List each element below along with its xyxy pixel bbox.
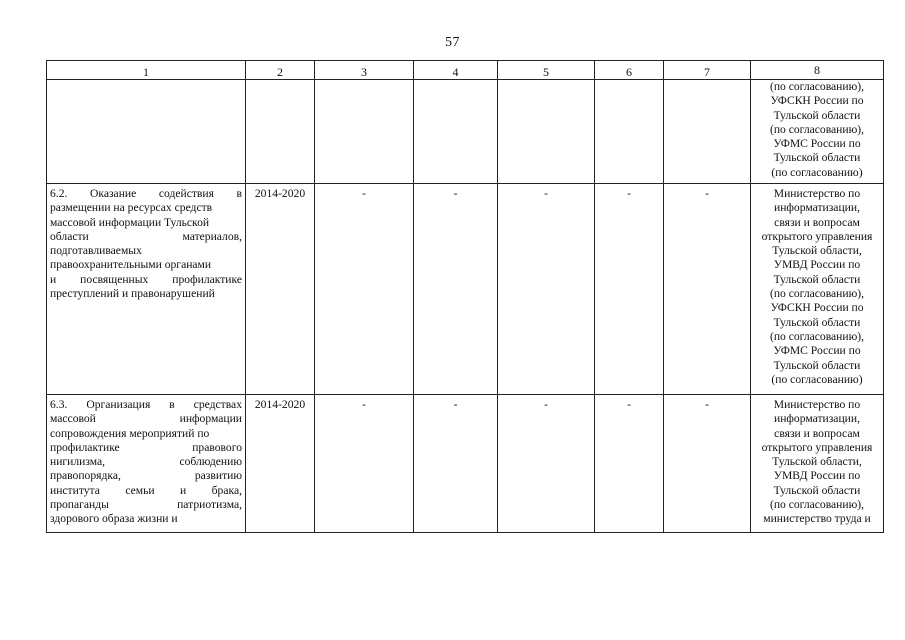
executor-line: Тульской области bbox=[773, 358, 861, 372]
value-cell: - bbox=[498, 395, 595, 533]
executor-cell bbox=[751, 184, 884, 395]
executor-line: открытого управления bbox=[761, 440, 873, 454]
description-line: и посвященных профилактике bbox=[50, 272, 242, 286]
description-line: 6.3. Организация в средствах bbox=[50, 398, 242, 411]
executor-line: министерство труда и bbox=[763, 512, 871, 526]
value-cell: - bbox=[414, 184, 498, 395]
table-row bbox=[47, 80, 884, 184]
description-line: здорового образа жизни и bbox=[50, 512, 178, 526]
header-col-7: 7 bbox=[664, 61, 751, 80]
value-cell: - bbox=[498, 184, 595, 395]
header-col-8: 8 bbox=[751, 61, 884, 80]
executor-line: УФСКН России по bbox=[770, 94, 864, 108]
description-line: профилактике правового bbox=[50, 440, 242, 454]
executor-line: Тульской области bbox=[773, 272, 861, 286]
value-cell bbox=[664, 80, 751, 184]
header-col-2: 2 bbox=[246, 61, 315, 80]
executor-line: (по согласованию), bbox=[769, 329, 865, 343]
executor-line: УФМС России по bbox=[773, 344, 861, 358]
description-line: 6.2. Оказание содействия в bbox=[50, 187, 242, 200]
description-line: массовой информации Тульской bbox=[50, 215, 210, 229]
executor-line: УФСКН России по bbox=[770, 301, 864, 315]
description-cell bbox=[47, 80, 246, 184]
header-col-5: 5 bbox=[498, 61, 595, 80]
table-row bbox=[47, 395, 884, 533]
executor-line: открытого управления bbox=[761, 229, 873, 243]
executor-line: связи и вопросам bbox=[774, 215, 860, 229]
value-cell: - bbox=[315, 395, 414, 533]
executor-line: (по согласованию), bbox=[769, 287, 865, 301]
executor-line: (по согласованию), bbox=[769, 122, 865, 136]
value-cell: - bbox=[414, 395, 498, 533]
value-cell: - bbox=[595, 184, 664, 395]
description-line: сопровождения мероприятий по bbox=[50, 426, 210, 440]
description-line: подготавливаемых bbox=[50, 244, 142, 258]
table-row bbox=[47, 184, 884, 395]
executor-line: (по согласованию) bbox=[771, 372, 863, 386]
description-line: правоохранительными органами bbox=[50, 258, 212, 272]
header-col-4: 4 bbox=[414, 61, 498, 80]
page-number: 57 bbox=[445, 35, 460, 50]
value-cell bbox=[595, 80, 664, 184]
years-cell: 2014-2020 bbox=[246, 184, 315, 395]
executor-line: Министерство по bbox=[773, 187, 861, 200]
executor-cell bbox=[751, 80, 884, 184]
description-cell bbox=[47, 184, 246, 395]
value-cell: - bbox=[664, 184, 751, 395]
header-col-1: 1 bbox=[47, 61, 246, 80]
program-activities-table bbox=[46, 60, 884, 533]
description-line: нигилизма, соблюдению bbox=[50, 455, 242, 469]
executor-cell bbox=[751, 395, 884, 533]
executor-line: УФМС России по bbox=[773, 137, 861, 151]
description-line: массовой информации bbox=[50, 412, 242, 426]
value-cell: - bbox=[315, 184, 414, 395]
executor-line: УМВД России по bbox=[773, 258, 861, 272]
executor-line: (по согласованию), bbox=[769, 80, 865, 93]
description-line: размещении на ресурсах средств bbox=[50, 201, 213, 215]
executor-line: информатизации, bbox=[774, 201, 860, 215]
years-cell: 2014-2020 bbox=[246, 395, 315, 533]
value-cell: - bbox=[595, 395, 664, 533]
header-col-3: 3 bbox=[315, 61, 414, 80]
executor-line: УМВД России по bbox=[773, 469, 861, 483]
description-line: пропаганды патриотизма, bbox=[50, 498, 242, 512]
header-row bbox=[47, 61, 884, 80]
value-cell bbox=[498, 80, 595, 184]
executor-line: информатизации, bbox=[774, 412, 860, 426]
description-line: преступлений и правонарушений bbox=[50, 287, 215, 301]
executor-line: Тульской области, bbox=[772, 244, 862, 258]
header-col-6: 6 bbox=[595, 61, 664, 80]
description-line: правопорядка, развитию bbox=[50, 469, 242, 483]
executor-line: Тульской области bbox=[773, 151, 861, 165]
value-cell bbox=[414, 80, 498, 184]
executor-line: Тульской области bbox=[773, 108, 861, 122]
description-line: института семьи и брака, bbox=[50, 483, 242, 497]
executor-line: связи и вопросам bbox=[774, 426, 860, 440]
executor-line: Тульской области bbox=[773, 483, 861, 497]
executor-line: Тульской области bbox=[773, 315, 861, 329]
description-cell bbox=[47, 395, 246, 533]
description-line: области материалов, bbox=[50, 229, 242, 243]
executor-line: (по согласованию) bbox=[771, 165, 863, 179]
executor-line: (по согласованию), bbox=[769, 498, 865, 512]
years-cell bbox=[246, 80, 315, 184]
value-cell: - bbox=[664, 395, 751, 533]
executor-line: Тульской области, bbox=[772, 455, 862, 469]
value-cell bbox=[315, 80, 414, 184]
executor-line: Министерство по bbox=[773, 398, 861, 411]
